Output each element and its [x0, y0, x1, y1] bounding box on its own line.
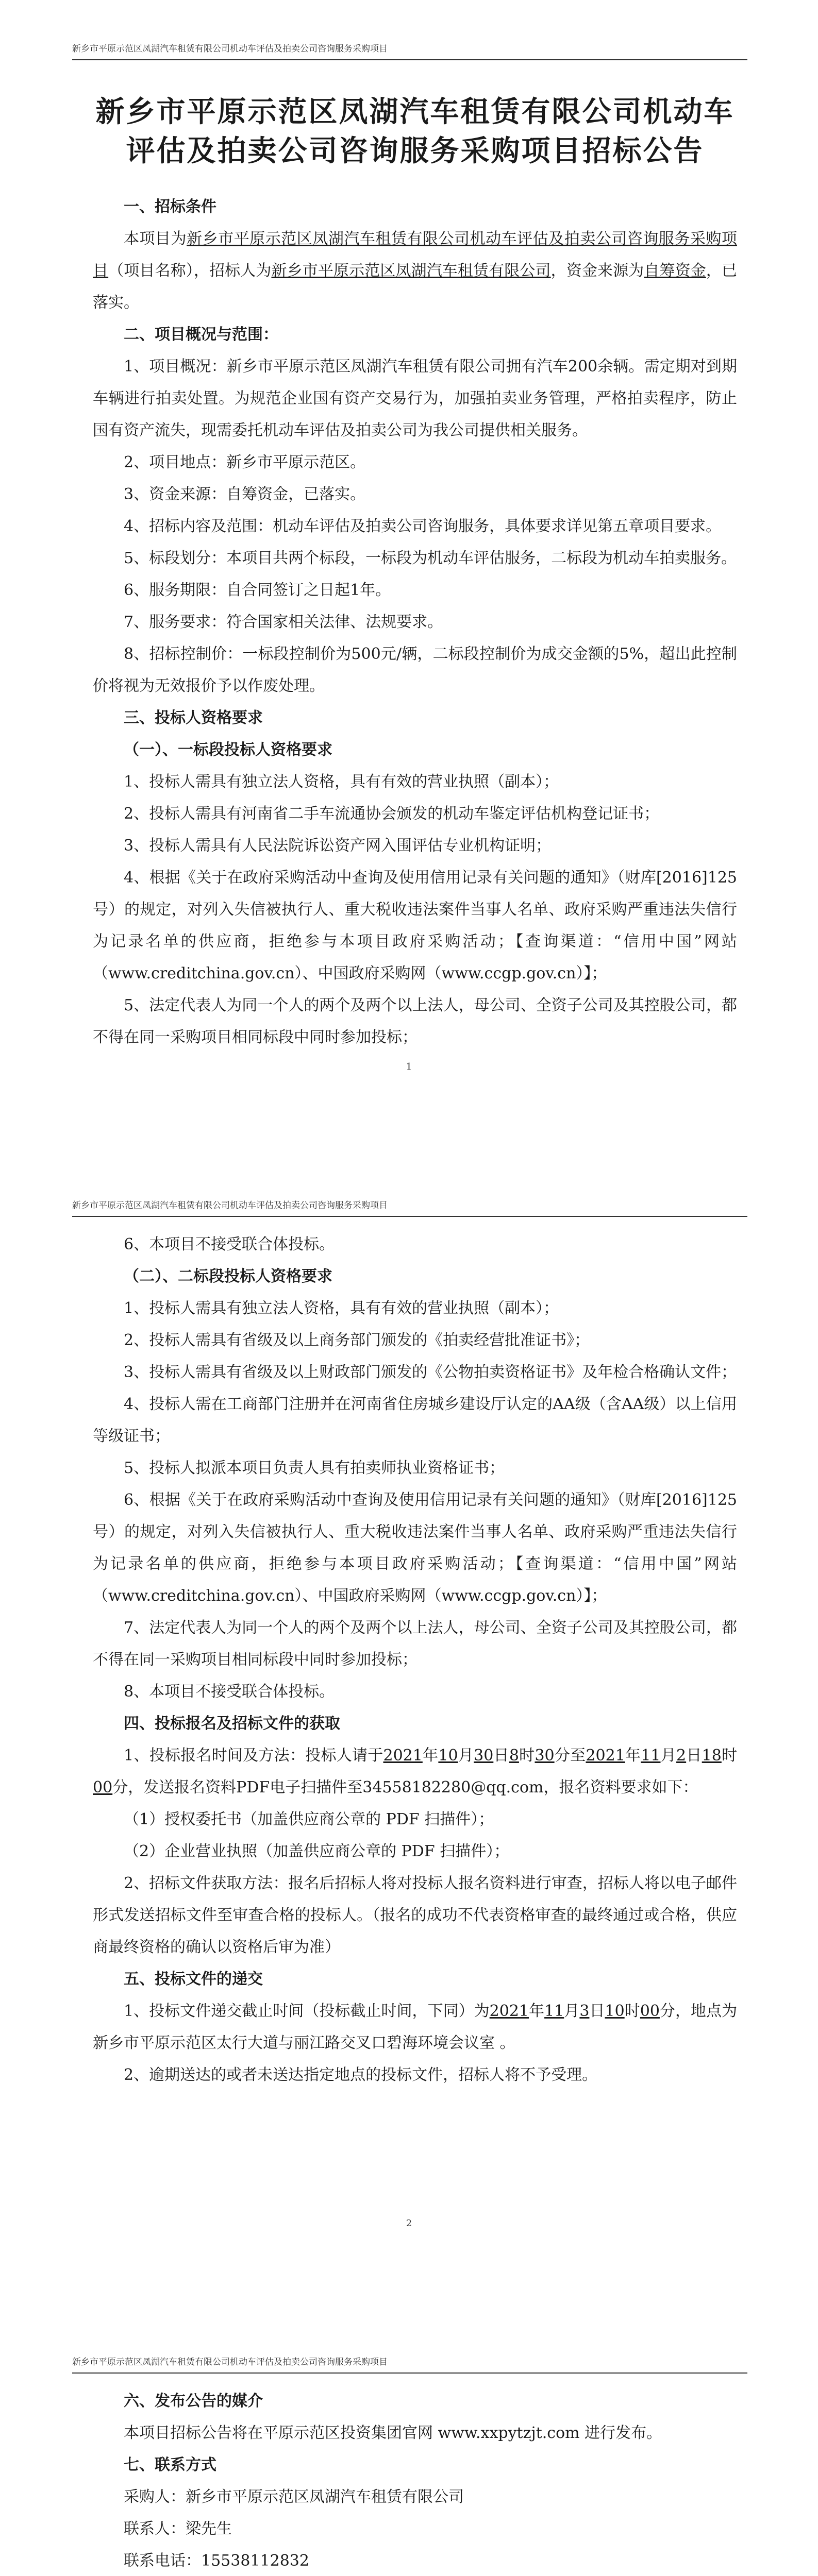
section-2-item: 3、资金来源：自筹资金，已落实。 [124, 485, 366, 504]
deadline-day: 3 [579, 2002, 590, 2020]
page-number: 1 [406, 1061, 412, 1072]
section-1-heading: 一、招标条件 [124, 198, 216, 216]
page-header: 新乡市平原示范区凤湖汽车租赁有限公司机动车评估及拍卖公司咨询服务采购项目 [72, 41, 747, 60]
unit: 月 [660, 1747, 677, 1765]
page-2 [0, 1157, 818, 2313]
section-3-sub2-item: 1、投标人需具有独立法人资格，具有有效的营业执照（副本）； [124, 1299, 559, 1317]
section-3-sub2-item: 3、投标人需具有省级及以上财政部门颁发的《公物拍卖资格证书》及年检合格确认文件； [124, 1363, 737, 1381]
unit: 时 [519, 1747, 535, 1765]
deadline-hour: 10 [605, 2002, 625, 2020]
section-3-sub1-item: 6、本项目不接受联合体投标。 [124, 1235, 335, 1253]
start-year: 2021 [383, 1747, 423, 1765]
section-3-sub2-item: 2、投标人需具有省级及以上商务部门颁发的《拍卖经营批准证书》； [124, 1331, 590, 1349]
section-2-item: 2、项目地点：新乡市平原示范区。 [124, 453, 366, 472]
page-3 [0, 2313, 818, 2576]
section-3-sub2-heading: （二）、二标段投标人资格要求 [124, 1267, 332, 1285]
section-2-item: 7、服务要求：符合国家相关法律、法规要求。 [124, 613, 443, 632]
end-minute: 00 [93, 1778, 113, 1797]
unit: 年 [422, 1747, 439, 1765]
section-3-sub1-item: 3、投标人需具有人民法院诉讼资产网入围评估专业机构证明； [124, 837, 552, 855]
deadline-minute: 00 [640, 2002, 660, 2020]
section-3-sub1-item: 4、根据《关于在政府采购活动中查询及使用信用记录有关问题的通知》（财库[2016]125号）的规定，对列入失信被执行人、重大税收违法案件当事人名单、政府采购严重违法失信行为记录名单的供应商，拒绝参与本项目政府采购活动；【查询渠道：“信用中国”网站（www.creditchina.gov.cn）、中国政府采购网（www.ccgp.gov.cn）】； [93, 869, 737, 983]
end-year: 2021 [586, 1747, 625, 1765]
section-2-heading: 二、项目概况与范围： [124, 326, 278, 344]
unit: 日 [493, 1747, 509, 1765]
section-4-heading: 四、投标报名及招标文件的获取 [124, 1715, 340, 1733]
unit: 分 [112, 1778, 128, 1797]
section-5-paragraph: 2、逾期送达的或者未送达指定地点的投标文件，招标人将不予受理。 [124, 2066, 598, 2084]
start-day: 30 [474, 1747, 494, 1765]
section-3-sub2-item: 5、投标人拟派本项目负责人具有拍卖师执业资格证书； [124, 1459, 505, 1477]
text: 本项目为 [124, 230, 187, 248]
section-1-paragraph [93, 223, 737, 319]
section-3-sub1-item: 5、法定代表人为同一个人的两个及两个以上法人，母公司、全资子公司及其控股公司，都不得在同一采购项目相同标段中同时参加投标； [93, 996, 737, 1047]
project-name: 新乡市平原示范区凤湖汽车租赁有限公司机动车评估及拍卖公司咨询服务采购项目 [93, 230, 738, 280]
section-3-sub2-item: 4、投标人需在工商部门注册并在河南省住房城乡建设厅认定的AA级（含AA级）以上信用等级证书； [93, 1395, 737, 1445]
page-body [93, 72, 737, 1054]
fund-source: 自筹资金 [644, 262, 706, 280]
text: ，已落实。 [93, 262, 738, 312]
text: ，资金来源为 [550, 262, 644, 280]
unit: 分 [659, 2002, 675, 2020]
end-month: 11 [641, 1747, 661, 1765]
text: 1、投标文件递交截止时间（投标截止时间，下同）为 [124, 2002, 490, 2020]
start-minute: 30 [535, 1747, 555, 1765]
section-3-sub2-item: 6、根据《关于在政府采购活动中查询及使用信用记录有关问题的通知》（财库[2016]125号）的规定，对列入失信被执行人、重大税收违法案件当事人名单、政府采购严重违法失信行为记录名单的供应商，拒绝参与本项目政府采购活动；【查询渠道：“信用中国”网站（www.creditchina.gov.cn）、中国政府采购网（www.ccgp.gov.cn）】； [93, 1491, 737, 1605]
page-1 [0, 0, 818, 1157]
start-month: 10 [438, 1747, 458, 1765]
unit: 月 [564, 2002, 580, 2020]
text: 至 [570, 1747, 586, 1765]
text: ，发送报名资料PDF电子扫描件至34558182280@qq.com，报名资料要求如下： [128, 1778, 698, 1797]
contact-phone: 联系电话：15538112832 [124, 2552, 309, 2570]
page-header: 新乡市平原示范区凤湖汽车租赁有限公司机动车评估及拍卖公司咨询服务采购项目 [72, 1198, 747, 1217]
document-title: 新乡市平原示范区凤湖汽车租赁有限公司机动车评估及拍卖公司咨询服务采购项目招标公告 [95, 95, 734, 168]
unit: 时 [624, 2002, 640, 2020]
text: （项目名称），招标人为 [108, 262, 272, 280]
page-body [93, 2385, 737, 2576]
section-2-item: 5、标段划分：本项目共两个标段，一标段为机动车评估服务，二标段为机动车拍卖服务。 [124, 549, 737, 568]
deadline-month: 11 [544, 2002, 564, 2020]
section-2-item: 1、项目概况：新乡市平原示范区凤湖汽车租赁有限公司拥有汽车200余辆。需定期对到期车辆进行拍卖处置。为规范企业国有资产交易行为，加强拍卖业务管理，严格拍卖程序，防止国有资产流失，现需委托机动车评估及拍卖公司为我公司提供相关服务。 [93, 358, 737, 440]
section-2-item: 6、服务期限：自合同签订之日起1年。 [124, 581, 391, 600]
contact-purchaser: 采购人：新乡市平原示范区凤湖汽车租赁有限公司 [124, 2488, 464, 2506]
section-4-list-item: （2）企业营业执照（加盖供应商公章的 PDF 扫描件）； [124, 1842, 510, 1860]
section-3-sub1-item: 1、投标人需具有独立法人资格，具有有效的营业执照（副本）； [124, 773, 559, 791]
tenderer-name: 新乡市平原示范区凤湖汽车租赁有限公司 [271, 262, 551, 280]
unit: 月 [458, 1747, 474, 1765]
text: ，地点为新乡市平原示范区太行大道与丽江路交叉口碧海环境会议室 。 [93, 2002, 738, 2052]
section-2-item: 4、招标内容及范围：机动车评估及拍卖公司咨询服务，具体要求详见第五章项目要求。 [124, 517, 722, 536]
section-6-heading: 六、发布公告的媒介 [124, 2392, 263, 2410]
page-header: 新乡市平原示范区凤湖汽车租赁有限公司机动车评估及拍卖公司咨询服务采购项目 [72, 2354, 747, 2374]
contact-person: 联系人：梁先生 [124, 2520, 232, 2538]
text: 1、投标报名时间及方法：投标人请于 [124, 1747, 383, 1765]
section-6-paragraph: 本项目招标公告将在平原示范区投资集团官网 www.xxpytzjt.com 进行发布。 [124, 2424, 662, 2442]
section-3-sub2-item: 7、法定代表人为同一个人的两个及两个以上法人，母公司、全资子公司及其控股公司，都不得在同一采购项目相同标段中同时参加投标； [93, 1619, 737, 1669]
unit: 时 [721, 1747, 738, 1765]
page-number: 2 [406, 2218, 412, 2229]
deadline-year: 2021 [489, 2002, 529, 2020]
section-3-sub1-item: 2、投标人需具有河南省二手车流通协会颁发的机动车鉴定评估机构登记证书； [124, 805, 660, 823]
section-7-heading: 七、联系方式 [124, 2456, 216, 2474]
section-4-paragraph: 2、招标文件获取方法：报名后招标人将对投标人报名资料进行审查，招标人将以电子邮件形式发送招标文件至审查合格的投标人。（报名的成功不代表资格审查的最终通过或合格，供应商最终资格的确认以资格后审为准） [93, 1874, 737, 1956]
section-3-sub1-heading: （一）、一标段投标人资格要求 [124, 741, 332, 759]
unit: 日 [589, 2002, 605, 2020]
unit: 年 [625, 1747, 641, 1765]
page-body [93, 1229, 737, 2091]
section-3-sub2-item: 8、本项目不接受联合体投标。 [124, 1683, 335, 1701]
section-4-list-item: （1）授权委托书（加盖供应商公章的 PDF 扫描件）； [124, 1810, 494, 1828]
section-5-deadline-paragraph [93, 1995, 737, 2059]
unit: 分 [554, 1747, 571, 1765]
unit: 日 [686, 1747, 702, 1765]
start-hour: 8 [509, 1747, 519, 1765]
section-3-heading: 三、投标人资格要求 [124, 709, 263, 727]
end-hour: 18 [702, 1747, 722, 1765]
unit: 年 [529, 2002, 545, 2020]
section-5-heading: 五、投标文件的递交 [124, 1970, 263, 1988]
section-4-registration-paragraph [93, 1740, 737, 1804]
end-day: 2 [676, 1747, 687, 1765]
section-2-item: 8、招标控制价：一标段控制价为500元/辆，二标段控制价为成交金额的5%，超出此控制价将视为无效报价予以作废处理。 [93, 645, 737, 696]
